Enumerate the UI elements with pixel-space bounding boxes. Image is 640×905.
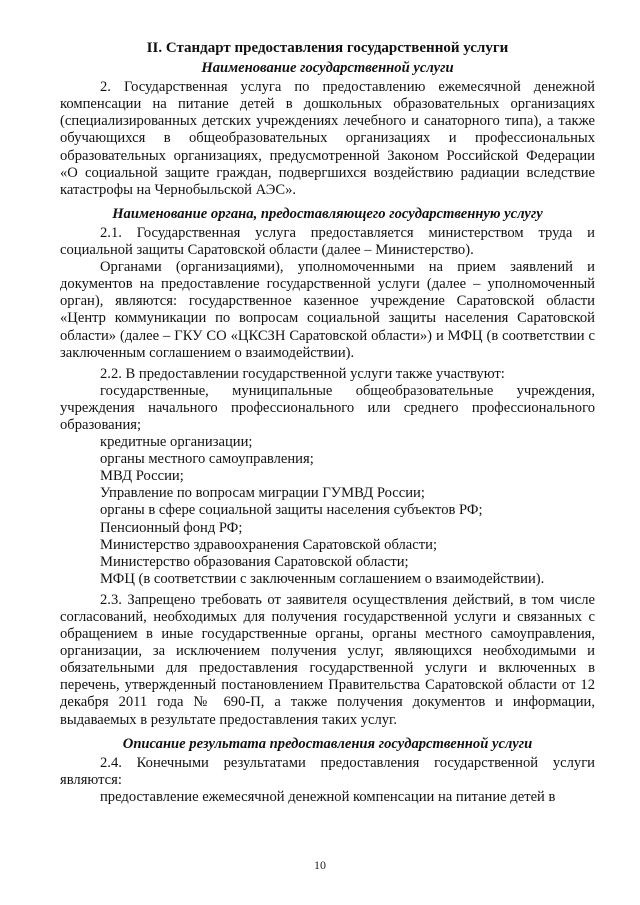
paragraph-2-1: 2.1. Государственная услуга предоставляется министерством труда и социальной защиты Саратовской области (далее – Министерство). [60, 224, 595, 259]
list-item: органы в сфере социальной защиты населения субъектов РФ; [100, 502, 483, 519]
paragraph-result-item: предоставление ежемесячной денежной компенсации на питание детей в [100, 788, 556, 805]
list-item: Пенсионный фонд РФ; [100, 519, 243, 536]
paragraph-2-2: 2.2. В предоставлении государственной услуги также участвуют: [100, 365, 505, 382]
paragraph-authorized-bodies: Органами (организациями), уполномоченными на прием заявлений и документов на предоставление государственной услуги (далее – уполномоченный орган), являются: государственное казенное учреждение Саратовской области «Центр коммуникации по вопросам социальной защиты населения Саратовской области» (далее – ГКУ СО «ЦКСЗН Саратовской области») и МФЦ (в соответствии с заключенным соглашением о взаимодействии). [60, 259, 595, 361]
paragraph-educational-institutions: государственные, муниципальные общеобразовательные учреждения, учреждения начального профессионального или среднего профессионального образования; [60, 382, 595, 433]
page-number: 10 [314, 858, 326, 872]
section-title: II. Стандарт предоставления государственной услуги [146, 40, 509, 56]
list-item: МФЦ (в соответствии с заключенным соглашением о взаимодействии). [100, 570, 545, 587]
paragraph-2: 2. Государственная услуга по предоставлению ежемесячной денежной компенсации на питание детей в дошкольных образовательных организациях (специализированных детских учреждениях лечебного и санаторного типа), а также обучающихся в общеобразовательных организациях и профессиональных образовательных организациях, предусмотренной Законом Российской Федерации «О социальной защите граждан, подвергшихся воздействию радиации вследствие катастрофы на Чернобыльской АЭС». [60, 79, 595, 198]
list-item: МВД России; [100, 468, 184, 485]
participants-list [60, 434, 595, 588]
paragraph-2-4: 2.4. Конечными результатами предоставления государственной услуги являются: [60, 754, 595, 788]
list-item: Управление по вопросам миграции ГУМВД России; [100, 485, 425, 502]
subheading-provider-body: Наименование органа, предоставляющего государственную услугу [112, 205, 543, 222]
subheading-service-name: Наименование государственной услуги [201, 60, 454, 77]
list-item: Министерство образования Саратовской области; [100, 553, 409, 570]
subheading-result-description: Описание результата предоставления государственной услуги [122, 735, 533, 752]
document-body [60, 40, 595, 806]
list-item: органы местного самоуправления; [100, 451, 314, 468]
list-item: Министерство здравоохранения Саратовской области; [100, 536, 438, 553]
list-item: кредитные организации; [100, 434, 253, 451]
paragraph-2-3: 2.3. Запрещено требовать от заявителя осуществления действий, в том числе согласований, необходимых для получения государственной услуги и связанных с обращением в иные государственные органы, органы местного самоуправления, организации, за исключением получения услуг, являющихся необходимыми и обязательными для предоставления государственной услуги и включенных в перечень, утвержденный постановлением Правительства Саратовской области от 12 декабря 2011 года № 690-П, а также получения документов и информации, выдаваемых в результате предоставления таких услуг. [60, 591, 595, 728]
